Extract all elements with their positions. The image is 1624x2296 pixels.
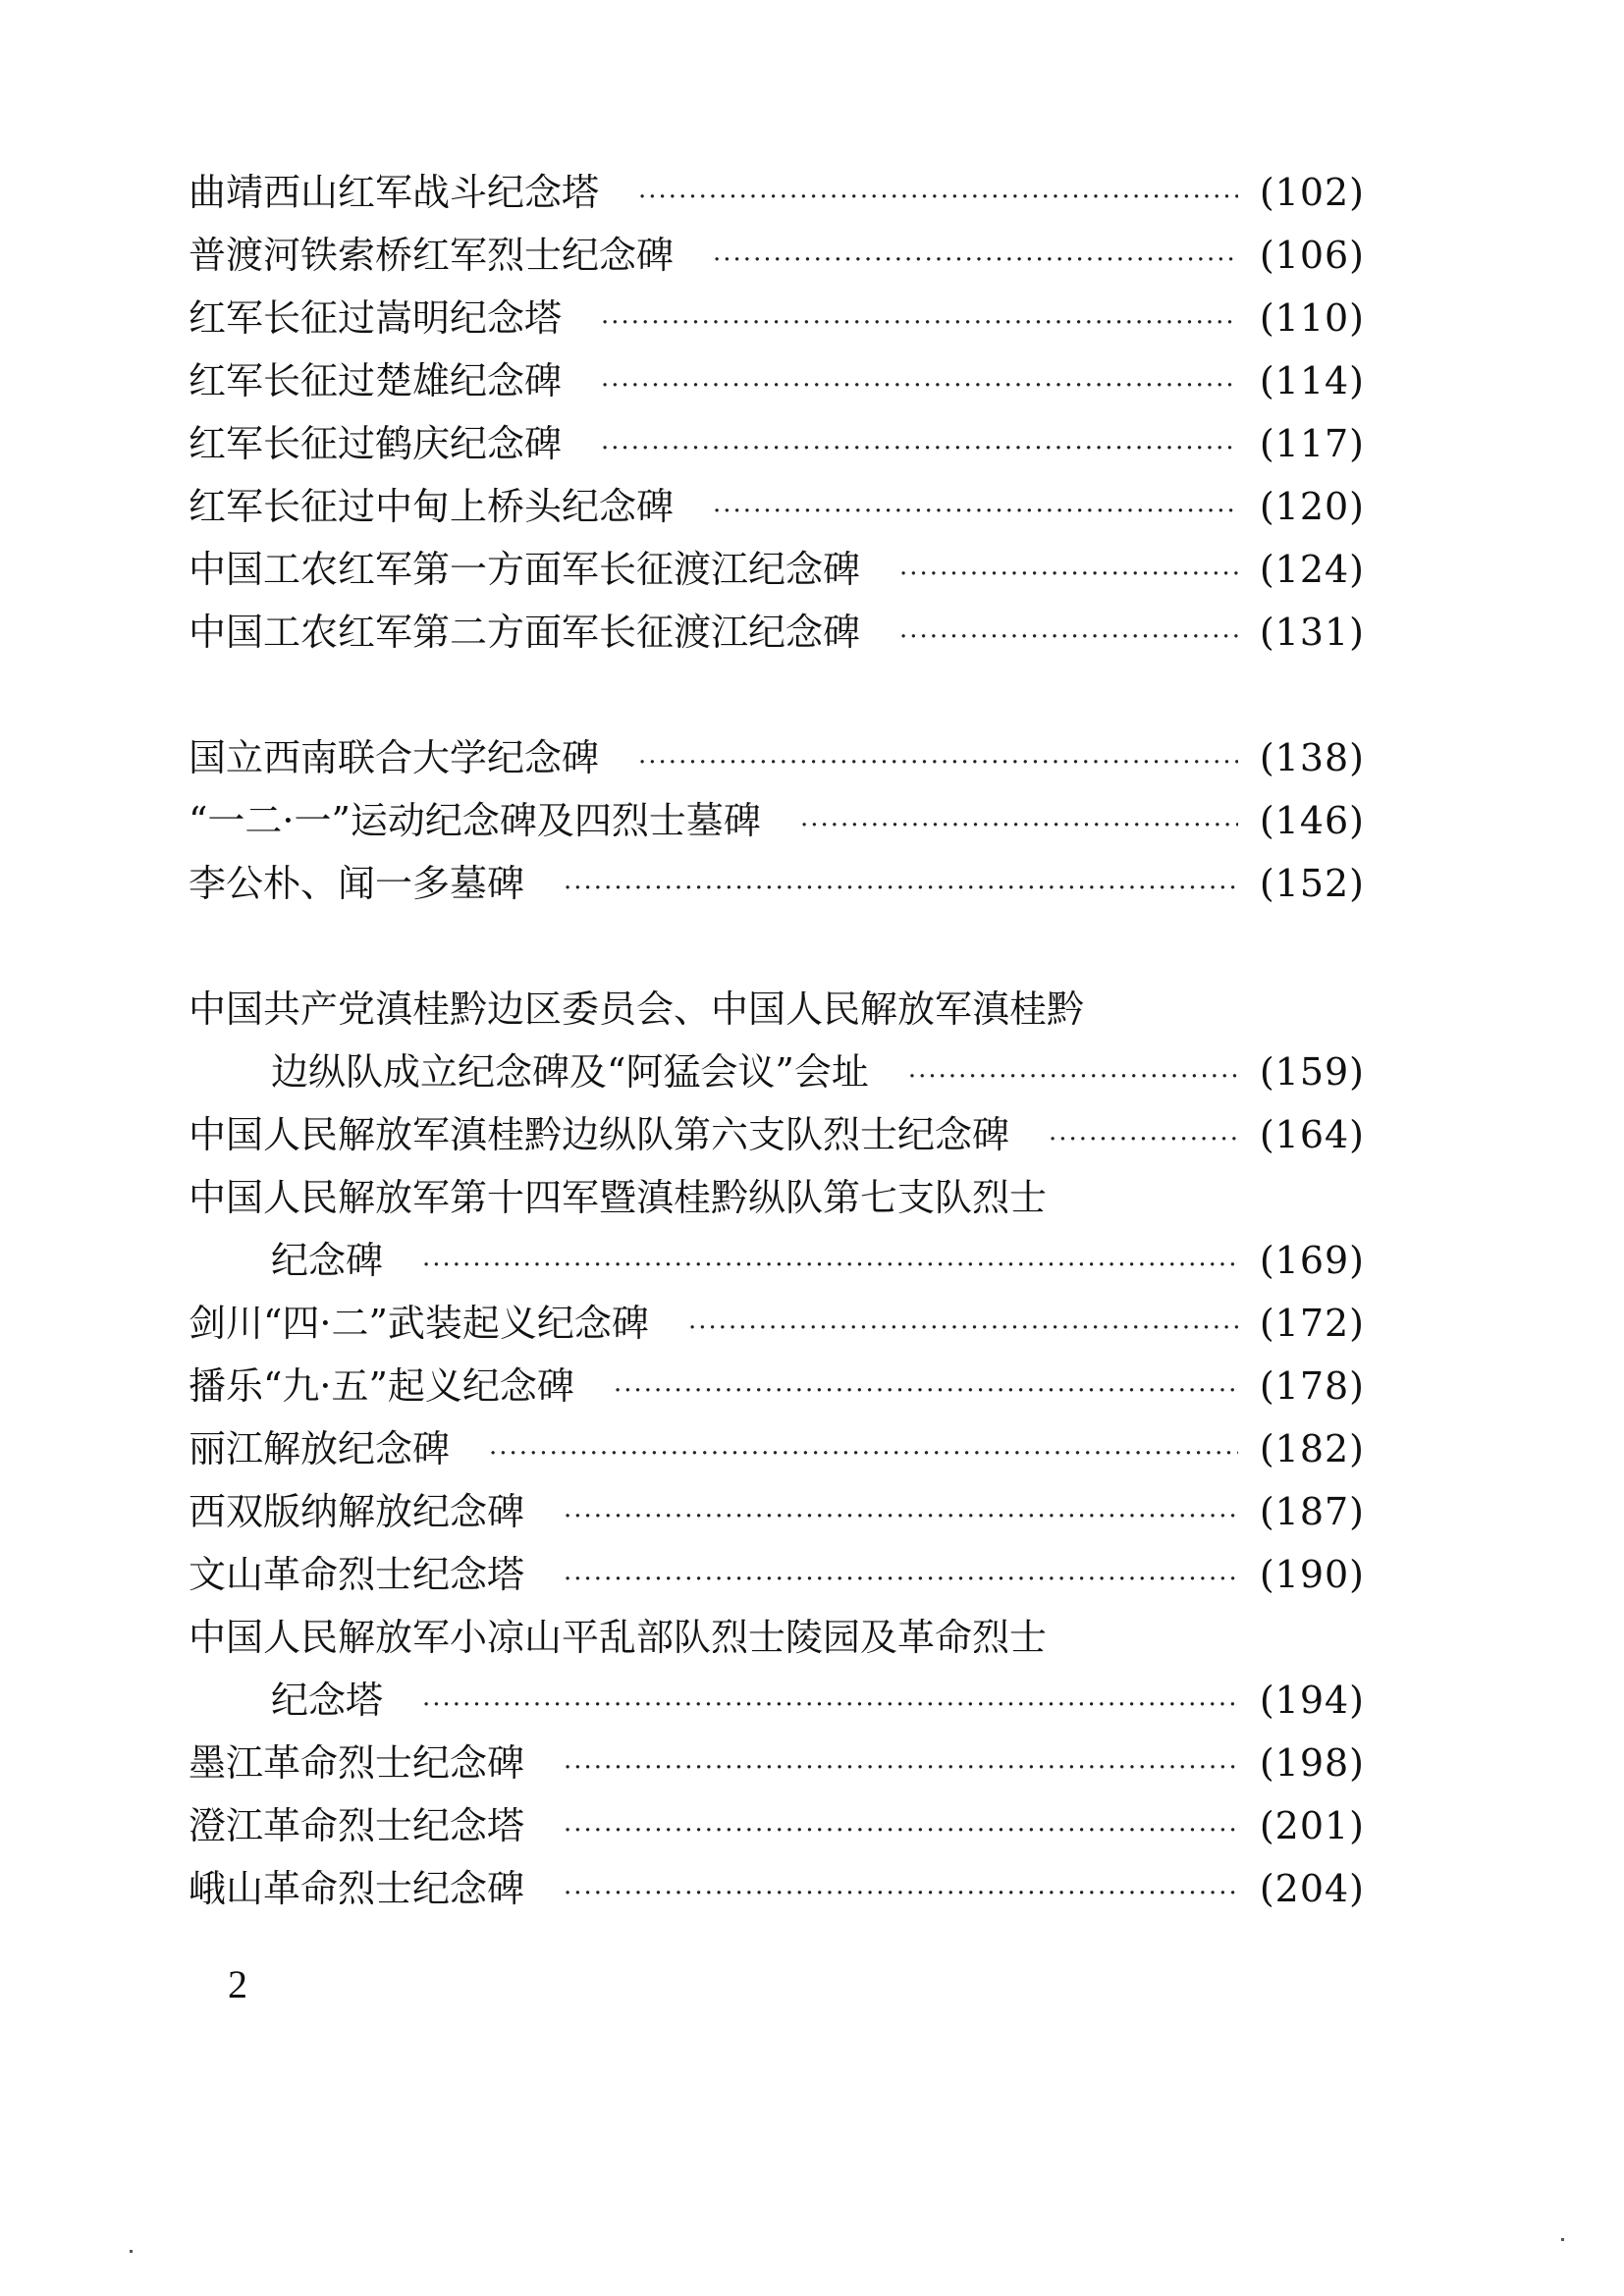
toc-page-ref: (169)	[1259, 1239, 1365, 1282]
toc-entry-title: 中国工农红军第二方面军长征渡江纪念碑	[189, 611, 861, 654]
toc-entry[interactable]	[189, 538, 1365, 601]
dot-leader	[422, 1674, 1238, 1736]
toc-entry-title: 文山革命烈士纪念塔	[189, 1553, 525, 1596]
toc-page-ref: (120)	[1259, 485, 1365, 528]
toc-page-ref: (114)	[1259, 359, 1365, 402]
toc-page-ref: (172)	[1259, 1302, 1365, 1345]
toc-entry[interactable]	[189, 224, 1365, 287]
toc-entry-title: 红军长征过鹤庆纪念碑	[189, 422, 563, 465]
dot-leader	[564, 857, 1238, 920]
dot-leader	[638, 731, 1238, 794]
toc-page-ref: (152)	[1259, 862, 1365, 905]
toc-entry[interactable]	[189, 1669, 1365, 1732]
toc-page-ref: (102)	[1259, 171, 1365, 214]
toc-entry-title: 墨江革命烈士纪念碑	[189, 1741, 525, 1785]
toc-entry-first-line	[189, 1166, 1365, 1229]
toc-page-ref: (164)	[1259, 1113, 1365, 1156]
dot-leader	[1049, 1108, 1238, 1171]
toc-entry-title-continued: 纪念塔	[271, 1679, 384, 1722]
toc-entry[interactable]	[189, 1355, 1365, 1417]
toc-entry[interactable]	[189, 1229, 1365, 1292]
dot-leader	[564, 1799, 1238, 1862]
dot-leader	[564, 1862, 1238, 1925]
toc-entry[interactable]	[189, 1417, 1365, 1480]
toc-entry-title: “一二·一”运动纪念碑及四烈士墓碑	[189, 799, 761, 842]
scan-speck	[1561, 2238, 1564, 2241]
dot-leader	[564, 1736, 1238, 1799]
toc-entry-title: 红军长征过楚雄纪念碑	[189, 359, 563, 402]
toc-entry[interactable]	[189, 475, 1365, 538]
toc-entry[interactable]	[189, 1543, 1365, 1606]
toc-entry-title-continued: 纪念碑	[271, 1239, 384, 1282]
toc-entry-title: 普渡河铁索桥红军烈士纪念碑	[189, 234, 675, 277]
toc-entry-title: 剑川“四·二”武装起义纪念碑	[189, 1302, 649, 1345]
dot-leader	[899, 543, 1238, 606]
dot-leader	[713, 229, 1238, 292]
toc-entry-title: 峨山革命烈士纪念碑	[189, 1867, 525, 1910]
toc-entry[interactable]	[189, 1480, 1365, 1543]
table-of-contents	[189, 161, 1365, 1920]
toc-page-ref: (124)	[1259, 548, 1365, 591]
toc-entry[interactable]	[189, 1292, 1365, 1355]
dot-leader	[908, 1045, 1238, 1108]
toc-page-ref: (159)	[1259, 1050, 1365, 1094]
toc-page-ref: (182)	[1259, 1427, 1365, 1470]
toc-entry[interactable]	[189, 1041, 1365, 1103]
toc-page-ref: (178)	[1259, 1364, 1365, 1408]
dot-leader	[614, 1360, 1238, 1422]
group-gap	[189, 664, 1365, 726]
toc-page-ref: (110)	[1259, 296, 1365, 340]
dot-leader	[564, 1548, 1238, 1611]
toc-page-ref: (187)	[1259, 1490, 1365, 1533]
page-number: 2	[228, 1962, 247, 2006]
dot-leader	[899, 606, 1238, 668]
toc-page-ref: (201)	[1259, 1804, 1365, 1847]
toc-page-ref: (131)	[1259, 611, 1365, 654]
toc-entry-title: 中国人民解放军第十四军暨滇桂黔纵队第七支队烈士	[189, 1176, 1048, 1219]
toc-page-ref: (146)	[1259, 799, 1365, 842]
toc-entry-title: 中国人民解放军滇桂黔边纵队第六支队烈士纪念碑	[189, 1113, 1010, 1156]
toc-entry-title: 红军长征过中甸上桥头纪念碑	[189, 485, 675, 528]
toc-entry[interactable]	[189, 1857, 1365, 1920]
toc-entry[interactable]	[189, 789, 1365, 852]
toc-entry-title: 国立西南联合大学纪念碑	[189, 736, 600, 779]
toc-entry[interactable]	[189, 726, 1365, 789]
dot-leader	[713, 480, 1238, 543]
toc-page-ref: (194)	[1259, 1679, 1365, 1722]
toc-entry-title: 李公朴、闻一多墓碑	[189, 862, 525, 905]
toc-entry-title: 西双版纳解放纪念碑	[189, 1490, 525, 1533]
toc-entry[interactable]	[189, 412, 1365, 475]
toc-entry[interactable]	[189, 1794, 1365, 1857]
dot-leader	[564, 1485, 1238, 1548]
toc-page-ref: (106)	[1259, 234, 1365, 277]
toc-page-ref: (138)	[1259, 736, 1365, 779]
dot-leader	[800, 794, 1238, 857]
toc-entry-title-continued: 边纵队成立纪念碑及“阿猛会议”会址	[271, 1050, 869, 1094]
toc-entry[interactable]	[189, 601, 1365, 664]
toc-page-ref: (198)	[1259, 1741, 1365, 1785]
toc-entry-title: 曲靖西山红军战斗纪念塔	[189, 171, 600, 214]
dot-leader	[489, 1422, 1238, 1485]
dot-leader	[638, 166, 1238, 229]
toc-entry[interactable]	[189, 852, 1365, 915]
toc-entry[interactable]	[189, 161, 1365, 224]
toc-entry[interactable]	[189, 1732, 1365, 1794]
toc-entry-title: 播乐“九·五”起义纪念碑	[189, 1364, 574, 1408]
dot-leader	[601, 417, 1238, 480]
toc-entry[interactable]	[189, 1103, 1365, 1166]
toc-entry-first-line	[189, 1606, 1365, 1669]
toc-entry-first-line	[189, 978, 1365, 1041]
toc-entry-title: 澄江革命烈士纪念塔	[189, 1804, 525, 1847]
toc-page-ref: (117)	[1259, 422, 1365, 465]
dot-leader	[688, 1297, 1238, 1360]
toc-entry-title: 中国人民解放军小凉山平乱部队烈士陵园及革命烈士	[189, 1616, 1048, 1659]
toc-entry-title: 丽江解放纪念碑	[189, 1427, 451, 1470]
toc-page-ref: (204)	[1259, 1867, 1365, 1910]
dot-leader	[601, 292, 1238, 354]
group-gap	[189, 915, 1365, 978]
toc-entry-title: 红军长征过嵩明纪念塔	[189, 296, 563, 340]
toc-page-ref: (190)	[1259, 1553, 1365, 1596]
dot-leader	[601, 354, 1238, 417]
toc-entry-title: 中国工农红军第一方面军长征渡江纪念碑	[189, 548, 861, 591]
toc-entry[interactable]	[189, 349, 1365, 412]
toc-entry[interactable]	[189, 287, 1365, 349]
dot-leader	[422, 1234, 1238, 1297]
toc-entry-title: 中国共产党滇桂黔边区委员会、中国人民解放军滇桂黔	[189, 988, 1085, 1031]
scan-speck	[130, 2250, 133, 2253]
